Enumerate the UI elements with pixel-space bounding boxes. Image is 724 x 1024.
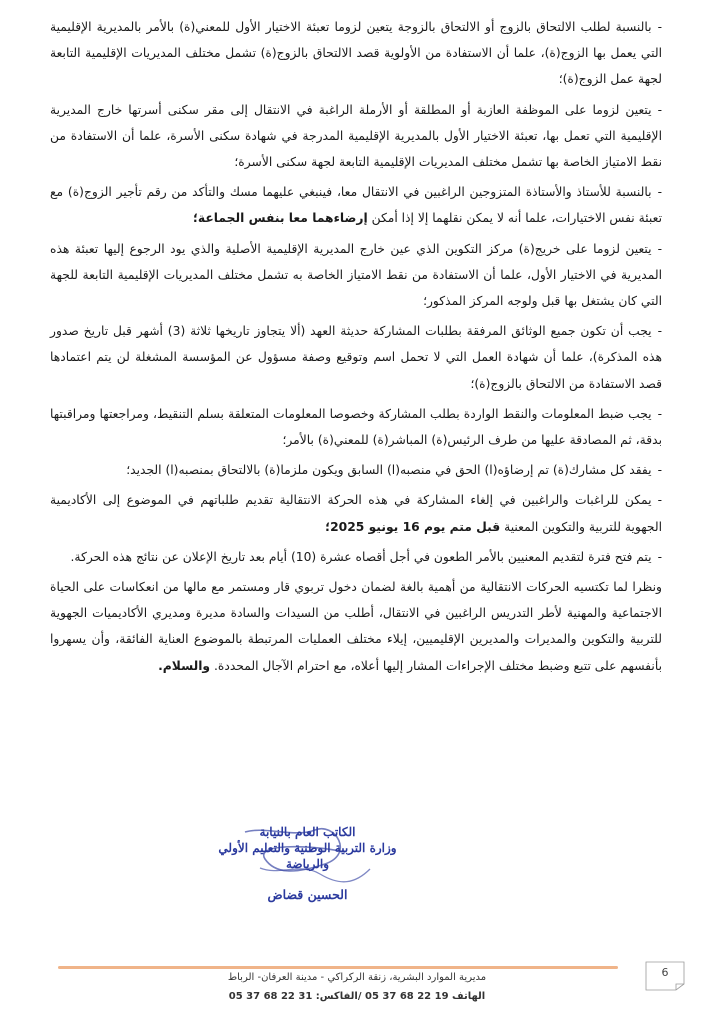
signature-block <box>205 824 410 924</box>
bullet-item: -يجب أن تكون جميع الوثائق المرفقة بطلبات المشاركة حديثة العهد (ألا يتجاوز تاريخها ثلاثة (3) أشهر قبل تاريخ صدور هذه المذكرة)، علما أن شهادة العمل التي لا تحمل اسم وتوقيع وصفة مسؤول عن المؤسسة المشغلة لن يتم اعتمادها قصد الاستفادة من الالتحاق بالزوج(ة)؛ <box>50 324 662 391</box>
signature-ministry: وزارة التربية الوطنية والتعليم الأولي <box>218 841 397 855</box>
memo-body <box>50 14 662 679</box>
bullet-item: -يفقد كل مشارك(ة) تم إرضاؤه(ا) الحق في منصبه(ا) السابق ويكون ملزما(ة) بالالتحاق بمنصبه(ا) الجديد؛ <box>126 463 662 478</box>
page-number: 6 <box>661 966 669 979</box>
bullet-item: -يتعين لزوما على الموظفة العازبة أو المطلقة أو الأرملة الراغبة في الانتقال إلى مقر سكنى أسرتها خارج المديرية الإقليمية التي تعمل بها، تعبئة الاختيار الأول بالمديرية الإقليمية المدرجة في شهادة سكنى الأسرة، علما أن الاستفادة من نقط الامتياز الخاصة بها تشمل مختلف المديريات الإقليمية التابعة لجهة سكنى الأسرة؛ <box>50 102 662 170</box>
footer-phone-fax: الهاتف 19 22 68 37 05 /الفاكس: 31 22 68 37 05 <box>228 991 486 1002</box>
bullet-item: -يجب ضبط المعلومات والنقط الواردة بطلب المشاركة وخصوصا المعلومات المتعلقة بسلم التنقيط، ومراجعتها ومراقبتها بدقة، ثم المصادقة عليها من طرف الرئيس(ة) المباشر(ة) للمعني(ة) بالأمر؛ <box>50 406 662 448</box>
signature-title: الكاتب العام بالنيابة <box>259 825 356 839</box>
footer <box>110 968 604 1006</box>
signatory-name: الحسين قضاض <box>267 887 348 902</box>
bullet-item: -بالنسبة للأستاذ والأستاذة المتزوجين الراغبين في الانتقال معا، فينبغي عليهما مسك والتأكد من رقم تأجير الزوج(ة) مع تعبئة نفس الاختيارات، علما أنه لا يمكن نقلهما إلا إذا أمكن إرضاءهما معا بنفس الجماعة؛ <box>50 185 662 226</box>
signature-ministry-cont: والرياضة <box>285 857 330 871</box>
bullet-item: -يمكن للراغبات والراغبين في إلغاء المشاركة في هذه الحركة الانتقالية تقديم طلباتهم في الموضوع إلى الأكاديمية الجهوية للتربية والتكوين المعنية قبل متم يوم 16 يونيو 2025؛ <box>50 493 662 534</box>
footer-address: مديرية الموارد البشرية، زنقة الركراكي - مدينة العرفان- الرباط <box>227 972 487 983</box>
bullet-item: -يتعين لزوما على خريج(ة) مركز التكوين الذي عين خارج المديرية الإقليمية الأصلية والذي يود الرجوع إليها تعبئة هذه المديرية في الاختيار الأول، علما أن الاستفادة من نقط الامتياز الخاصة به تشمل مختلف المديريات الإقليمية التابعة للجهة التي كان يشتغل بها قبل ولوجه المركز المذكور؛ <box>50 241 662 309</box>
signature-scribble-icon <box>205 824 410 924</box>
bullet-item: -يتم فتح فترة لتقديم المعنيين بالأمر الطعون في أجل أقصاه عشرة (10) أيام بعد تاريخ الإعلان عن نتائج هذه الحركة. <box>70 549 662 564</box>
closing-salutation: والسلام. <box>158 658 211 673</box>
bullet-item: -بالنسبة لطلب الالتحاق بالزوج أو الالتحاق بالزوجة يتعين لزوما تعبئة الاختيار الأول للمعني(ة) بالأمر بالمديرية الإقليمية التي يعمل بها الزوج(ة)، علما أن الاستفادة من الأولوية قصد الالتحاق بالزوج(ة) تشمل مختلف المديريات الإقليمية التابعة لجهة عمل الزوج(ة)؛ <box>50 20 662 87</box>
closing-paragraph: ونظرا لما تكتسيه الحركات الانتقالية من أهمية بالغة لضمان دخول تربوي قار ومستمر مع مالها من انعكاسات على الحياة الاجتماعية والمهنية لأطر التدريس الراغبين في الانتقال، أطلب من السيدات والسادة مديرة ومديري الأكاديميات الجهوية للتربية والتكوين والمديرات والمديرين الإقليميين، إيلاء مختلف العمليات المرتبطة بالموضوع العناية الفائقة، وأن يسهروا بأنفسهم على تتبع وضبط مختلف الإجراءات المشار إليها أعلاه، مع احترام الآجال المحددة. والسلام. <box>50 580 662 673</box>
